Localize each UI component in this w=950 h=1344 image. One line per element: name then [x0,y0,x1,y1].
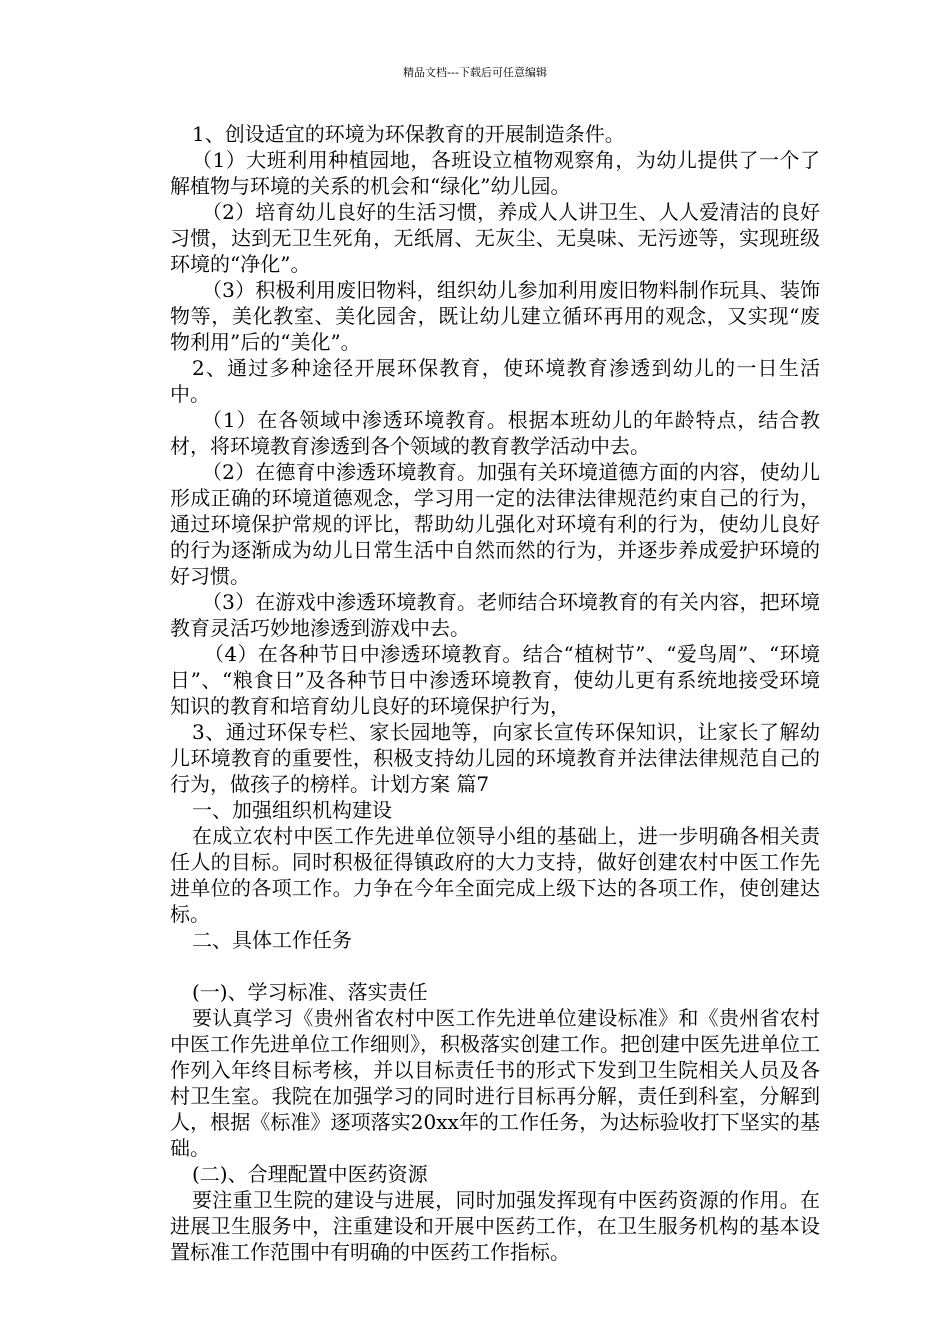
section-heading: 二、具体工作任务 [192,928,352,952]
paragraph: （3）在游戏中渗透环境教育。老师结合环境教育的有关内容，把环境教育灵活巧妙地渗透到游戏中去。 [170,590,820,640]
subsection-heading: (一)、学习标准、落实责任 [192,980,428,1004]
subsection-heading: (二)、合理配置中医药资源 [192,1162,428,1186]
paragraph: （1）在各领域中渗透环境教育。根据本班幼儿的年龄特点，结合教材，将环境教育渗透到各个领域的教育教学活动中去。 [170,408,820,458]
paragraph: （3）积极利用废旧物料，组织幼儿参加利用废旧物料制作玩具、装饰物等，美化教室、美化园舍，既让幼儿建立循环再用的观念，又实现“废物利用”后的“美化”。 [170,278,820,354]
paragraph: 1、创设适宜的环境为环保教育的开展制造条件。 [192,122,625,146]
document-body [170,121,820,1265]
paragraph: 要认真学习《贵州省农村中医工作先进单位建设标准》和《贵州省农村中医工作先进单位工作细则》，积极落实创建工作。把创建中医先进单位工作列入年终目标考核，并以目标责任书的形式下发到卫生院相关人员及各村卫生室。我院在加强学习的同时进行目标再分解，责任到科室，分解到人，根据《标准》逐项落实20xx年的工作任务，为达标验收打下坚实的基础。 [170,1006,820,1160]
paragraph: （2）在德育中渗透环境教育。加强有关环境道德方面的内容，使幼儿形成正确的环境道德观念，学习用一定的法律法律规范约束自己的行为，通过环境保护常规的评比，帮助幼儿强化对环境有利的行为，使幼儿良好的行为逐渐成为幼儿日常生活中自然而然的行为，并逐步养成爱护环境的好习惯。 [170,460,820,588]
section-heading: 一、加强组织机构建设 [192,798,392,822]
paragraph: 要注重卫生院的建设与进展，同时加强发挥现有中医药资源的作用。在进展卫生服务中，注重建设和开展中医药工作，在卫生服务机构的基本设置标准工作范围中有明确的中医药工作指标。 [170,1188,820,1264]
paragraph: （2）培育幼儿良好的生活习惯，养成人人讲卫生、人人爱清洁的良好习惯，达到无卫生死角，无纸屑、无灰尘、无臭味、无污迹等，实现班级环境的“净化”。 [170,200,820,276]
blank-line [170,953,820,979]
paragraph: 在成立农村中医工作先进单位领导小组的基础上，进一步明确各相关责任人的目标。同时积极征得镇政府的大力支持，做好创建农村中医工作先进单位的各项工作。力争在今年全面完成上级下达的各项工作，使创建达标。 [170,824,820,926]
page-header: 精品文档---下载后可任意编辑 [403,66,547,79]
paragraph: （1）大班利用种植园地，各班设立植物观察角，为幼儿提供了一个了解植物与环境的关系的机会和“绿化”幼儿园。 [170,148,820,198]
paragraph: 2、通过多种途径开展环保教育，使环境教育渗透到幼儿的一日生活中。 [170,356,820,406]
paragraph: （4）在各种节日中渗透环境教育。结合“植树节”、“爱鸟周”、“环境日”、“粮食日”及各种节日中渗透环境教育，使幼儿更有系统地接受环境知识的教育和培育幼儿良好的环境保护行为， [170,642,820,718]
paragraph: 3、通过环保专栏、家长园地等，向家长宣传环保知识，让家长了解幼儿环境教育的重要性，积极支持幼儿园的环境教育并法律法律规范自己的行为，做孩子的榜样。计划方案 篇7 [170,720,820,796]
